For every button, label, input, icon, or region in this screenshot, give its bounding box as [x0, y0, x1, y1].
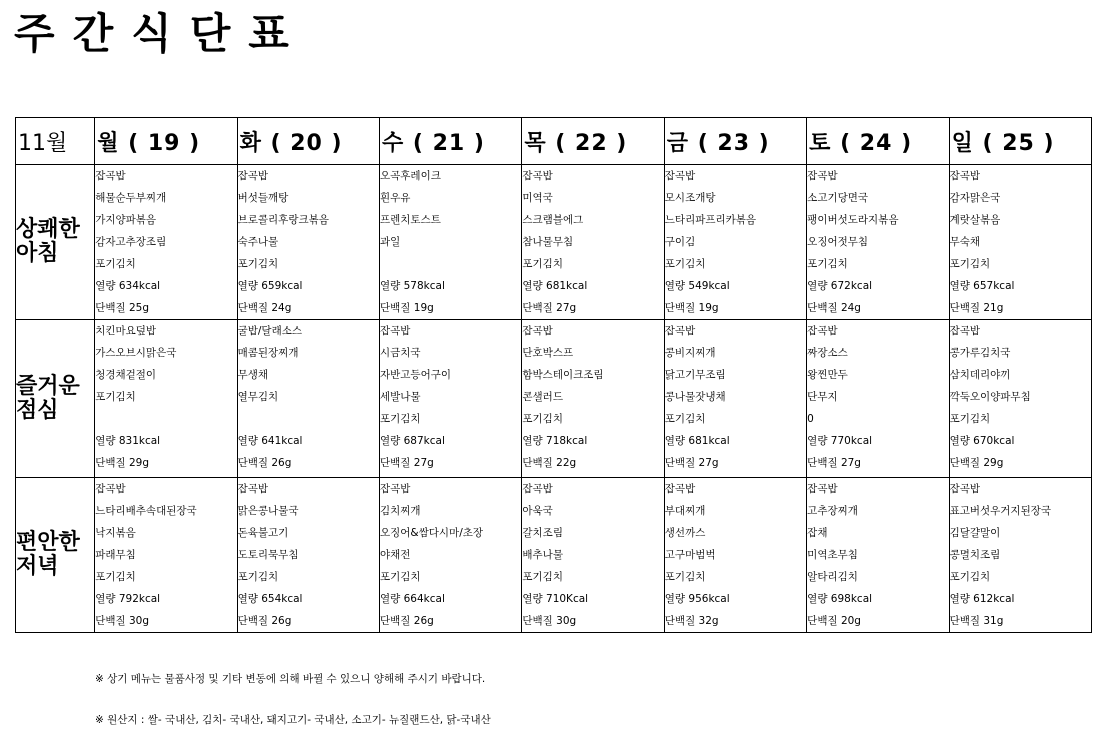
- menu-item: 세발나물: [380, 391, 421, 403]
- menu-item: 단백질 26g: [380, 615, 434, 627]
- menu-item: 콘샐러드: [522, 391, 563, 403]
- menu-item: 단백질 22g: [522, 457, 577, 469]
- menu-item: 도토리묵무침: [237, 549, 299, 561]
- menu-item: 계랏살볶음: [949, 214, 1001, 226]
- menu-cell-mon-breakfast: [95, 165, 237, 320]
- menu-item: 굴밥/달래소스: [237, 325, 303, 337]
- day-header-fri: 금 ( 23 ): [664, 118, 806, 165]
- meal-label-line: 편안한: [16, 530, 80, 555]
- origin-note: ※ 원산지 : 쌀- 국내산, 김치- 국내산, 돼지고기- 국내산, 소고기- 뉴질랜드산, 닭-국내산: [95, 714, 491, 726]
- meal-row-lunch: [16, 320, 1092, 478]
- menu-item: 열량 698kcal: [807, 593, 873, 605]
- menu-item: 잡곡밥: [949, 483, 980, 495]
- menu-item: 팽이버섯도라지볶음: [807, 214, 899, 226]
- menu-cell-tue-lunch: [237, 320, 379, 478]
- menu-item: 무숙채: [949, 236, 980, 248]
- menu-item: 열량 718kcal: [522, 435, 588, 447]
- menu-item: 열량 612kcal: [949, 593, 1015, 605]
- menu-item: 돈육불고기: [237, 527, 289, 539]
- menu-item: 오곡후레이크: [380, 170, 441, 182]
- menu-item: 김달걀말이: [949, 527, 1001, 539]
- menu-item: 감자고추장조림: [95, 236, 167, 248]
- menu-item: 열량 681kcal: [522, 280, 588, 292]
- menu-cell-fri-breakfast: [664, 165, 806, 320]
- menu-item: 단백질 31g: [949, 615, 1004, 627]
- menu-item: 스크램블에그: [522, 214, 584, 226]
- menu-cell-thu-breakfast: [522, 165, 664, 320]
- menu-item: 0: [807, 413, 814, 425]
- menu-item: 잡곡밥: [807, 325, 838, 337]
- day-header-thu: 목 ( 22 ): [522, 118, 664, 165]
- menu-item: 잡곡밥: [807, 170, 838, 182]
- meal-label-breakfast: [16, 165, 95, 320]
- menu-item: 잡곡밥: [664, 170, 696, 182]
- menu-item: 단백질 21g: [949, 302, 1004, 314]
- menu-item: 포기김치: [949, 413, 991, 425]
- menu-item: 감자맑은국: [949, 192, 1001, 204]
- menu-item: 배추나물: [522, 549, 563, 561]
- menu-item: 오징어&쌈다시마/초장: [380, 527, 484, 539]
- menu-item: 잡곡밥: [380, 325, 411, 337]
- menu-item: 잡곡밥: [237, 170, 269, 182]
- menu-item: 단백질 26g: [237, 457, 292, 469]
- day-header-sat: 토 ( 24 ): [807, 118, 949, 165]
- menu-item: 생선까스: [664, 527, 706, 539]
- menu-cell-tue-breakfast: [237, 165, 379, 320]
- menu-item: 열량 687kcal: [380, 435, 445, 447]
- menu-cell-wed-lunch: [380, 320, 522, 478]
- menu-item: 과일: [380, 236, 401, 248]
- menu-item: 단백질 27g: [664, 457, 719, 469]
- menu-item: 포기김치: [522, 258, 563, 270]
- menu-item: 고구마범벅: [664, 549, 716, 561]
- menu-item: 열량 710Kcal: [522, 593, 589, 605]
- menu-item: 잡채: [807, 527, 828, 539]
- meal-label-line: 즐거운: [16, 373, 80, 399]
- menu-item: 콩가루김치국: [949, 347, 1011, 359]
- day-header-mon: 월 ( 19 ): [95, 118, 237, 165]
- meal-row-breakfast: [16, 165, 1092, 320]
- menu-item: 단백질 30g: [522, 615, 577, 627]
- menu-item: 야채전: [380, 549, 411, 561]
- menu-item: 열량 659kcal: [237, 280, 303, 292]
- menu-item: 열량 956kcal: [664, 593, 730, 605]
- menu-item: 잡곡밥: [522, 483, 553, 495]
- menu-item: 단백질 27g: [522, 302, 577, 314]
- menu-item: 삼치데리야끼: [949, 369, 1011, 381]
- menu-item: 잡곡밥: [664, 483, 696, 495]
- menu-item: 단백질 24g: [807, 302, 861, 314]
- menu-change-note: ※ 상기 메뉴는 물품사정 및 기타 변동에 의해 바뀔 수 있으니 양해해 주시기 바랍니다.: [95, 673, 486, 685]
- menu-item: 포기김치: [522, 413, 563, 425]
- menu-item: 모시조개탕: [664, 192, 716, 204]
- menu-item: 표고버섯우거지된장국: [949, 505, 1051, 517]
- menu-cell-sun-lunch: [949, 320, 1091, 478]
- menu-item: 닭고기무조림: [664, 369, 726, 381]
- menu-item: 포기김치: [949, 571, 991, 583]
- menu-cell-tue-dinner: [237, 478, 379, 633]
- menu-item: 단백질 32g: [664, 615, 719, 627]
- menu-item: 열량 654kcal: [237, 593, 303, 605]
- menu-item: 포기김치: [664, 413, 706, 425]
- menu-item: 오징어젓무침: [807, 236, 869, 248]
- menu-item: 열량 657kcal: [949, 280, 1015, 292]
- menu-item: 무생채: [237, 369, 269, 381]
- menu-item: 포기김치: [664, 258, 706, 270]
- menu-item: 느타리배추속대된장국: [95, 505, 197, 517]
- menu-item: 미역초무침: [807, 549, 858, 561]
- meal-label-line: 점심: [16, 397, 59, 423]
- menu-item: 짜장소스: [807, 347, 848, 359]
- menu-item: [380, 253, 521, 275]
- menu-item: 단백질 27g: [807, 457, 861, 469]
- menu-item: 열량 634kcal: [95, 280, 161, 292]
- meal-label-dinner: [16, 478, 95, 633]
- menu-item: 열량 578kcal: [380, 280, 445, 292]
- menu-item: 포기김치: [380, 413, 421, 425]
- menu-cell-sat-lunch: [807, 320, 949, 478]
- menu-item: 부대찌개: [664, 505, 706, 517]
- menu-cell-wed-breakfast: [380, 165, 522, 320]
- menu-item: 알타리김치: [807, 571, 858, 583]
- menu-item: 단백질 29g: [95, 457, 150, 469]
- menu-item: 잡곡밥: [95, 170, 126, 182]
- menu-item: 치킨마요덮밥: [95, 325, 157, 337]
- menu-item: 미역국: [522, 192, 553, 204]
- menu-item: 잡곡밥: [237, 483, 269, 495]
- menu-item: 아욱국: [522, 505, 553, 517]
- menu-item: 깍둑오이양파무침: [949, 391, 1031, 403]
- menu-item: 구이김: [664, 236, 696, 248]
- meal-label-line: 저녁: [16, 554, 59, 579]
- menu-item: 소고기당면국: [807, 192, 869, 204]
- day-header-wed: 수 ( 21 ): [380, 118, 522, 165]
- header-row: [16, 118, 1092, 165]
- menu-item: 낙지볶음: [95, 527, 136, 539]
- menu-item: 참나물무침: [522, 236, 574, 248]
- menu-item: 잡곡밥: [522, 170, 553, 182]
- menu-item: [238, 408, 379, 430]
- menu-item: 단백질 19g: [664, 302, 719, 314]
- menu-cell-wed-dinner: [380, 478, 522, 633]
- menu-item: 포기김치: [807, 258, 848, 270]
- menu-item: 단백질 24g: [237, 302, 292, 314]
- menu-cell-thu-lunch: [522, 320, 664, 478]
- menu-item: 콩멸치조림: [949, 549, 1001, 561]
- menu-item: 잡곡밥: [380, 483, 411, 495]
- menu-item: 열량 670kcal: [949, 435, 1015, 447]
- menu-item: 포기김치: [237, 571, 279, 583]
- menu-item: 흰우유: [380, 192, 411, 204]
- menu-item: [95, 408, 236, 430]
- menu-item: 열량 664kcal: [380, 593, 445, 605]
- menu-item: 포기김치: [380, 571, 421, 583]
- menu-cell-thu-dinner: [522, 478, 664, 633]
- menu-item: 파래무침: [95, 549, 136, 561]
- menu-item: 갈치조림: [522, 527, 563, 539]
- month-header: 11월: [16, 118, 95, 165]
- menu-item: 열무김치: [237, 391, 279, 403]
- menu-cell-sun-breakfast: [949, 165, 1091, 320]
- menu-item: 포기김치: [237, 258, 279, 270]
- menu-cell-sun-dinner: [949, 478, 1091, 633]
- menu-item: 열량 549kcal: [664, 280, 730, 292]
- menu-item: 고추장찌개: [807, 505, 858, 517]
- menu-item: 열량 792kcal: [95, 593, 161, 605]
- menu-cell-mon-dinner: [95, 478, 237, 633]
- meal-label-line: 아침: [16, 241, 59, 266]
- weekly-menu-table: [15, 117, 1092, 633]
- menu-item: 포기김치: [664, 571, 706, 583]
- menu-item: 잡곡밥: [949, 325, 980, 337]
- menu-item: 함박스테이크조림: [522, 369, 604, 381]
- menu-item: 버섯들깨탕: [237, 192, 289, 204]
- menu-item: 포기김치: [95, 258, 136, 270]
- menu-item: 단무지: [807, 391, 838, 403]
- menu-item: 해물순두부찌개: [95, 192, 167, 204]
- menu-item: 열량 641kcal: [237, 435, 303, 447]
- menu-cell-sat-breakfast: [807, 165, 949, 320]
- menu-item: 단백질 27g: [380, 457, 434, 469]
- day-header-tue: 화 ( 20 ): [237, 118, 379, 165]
- menu-item: 콩비지찌개: [664, 347, 716, 359]
- menu-item: 단백질 30g: [95, 615, 150, 627]
- menu-item: 자반고등어구이: [380, 369, 452, 381]
- menu-item: 매콤된장찌개: [237, 347, 299, 359]
- menu-item: 느타리파프리카볶음: [664, 214, 757, 226]
- menu-item: 콩나물잣냉채: [664, 391, 726, 403]
- menu-item: 시금치국: [380, 347, 421, 359]
- menu-item: 포기김치: [522, 571, 563, 583]
- menu-item: 김치찌개: [380, 505, 421, 517]
- menu-item: 단백질 26g: [237, 615, 292, 627]
- menu-item: 포기김치: [949, 258, 991, 270]
- menu-cell-fri-lunch: [664, 320, 806, 478]
- menu-item: 잡곡밥: [522, 325, 553, 337]
- menu-item: 잡곡밥: [664, 325, 696, 337]
- menu-item: 숙주나물: [237, 236, 279, 248]
- menu-item: 잡곡밥: [949, 170, 980, 182]
- menu-item: 단백질 20g: [807, 615, 861, 627]
- menu-item: 브로콜리후랑크볶음: [237, 214, 329, 226]
- menu-item: 잡곡밥: [95, 483, 126, 495]
- meal-label-lunch: [16, 320, 95, 478]
- menu-cell-fri-dinner: [664, 478, 806, 633]
- menu-item: 가스오브시맑은국: [95, 347, 177, 359]
- page-title: 주간식단표: [14, 9, 307, 58]
- menu-item: 단백질 25g: [95, 302, 150, 314]
- menu-item: 잡곡밥: [807, 483, 838, 495]
- menu-item: 열량 770kcal: [807, 435, 873, 447]
- menu-item: 프렌치토스트: [380, 214, 441, 226]
- menu-item: 가지양파볶음: [95, 214, 157, 226]
- menu-item: 단백질 29g: [949, 457, 1004, 469]
- meal-row-dinner: [16, 478, 1092, 633]
- menu-item: 청경채겉절이: [95, 369, 157, 381]
- menu-item: 단호박스프: [522, 347, 574, 359]
- menu-item: 단백질 19g: [380, 302, 434, 314]
- meal-label-line: 상쾌한: [16, 217, 80, 242]
- menu-cell-sat-dinner: [807, 478, 949, 633]
- menu-item: 왕찐만두: [807, 369, 848, 381]
- day-header-sun: 일 ( 25 ): [949, 118, 1091, 165]
- menu-item: 포기김치: [95, 391, 136, 403]
- menu-cell-mon-lunch: [95, 320, 237, 478]
- menu-item: 열량 831kcal: [95, 435, 161, 447]
- menu-item: 포기김치: [95, 571, 136, 583]
- menu-item: 열량 672kcal: [807, 280, 873, 292]
- menu-item: 열량 681kcal: [664, 435, 730, 447]
- menu-item: 맑은콩나물국: [237, 505, 299, 517]
